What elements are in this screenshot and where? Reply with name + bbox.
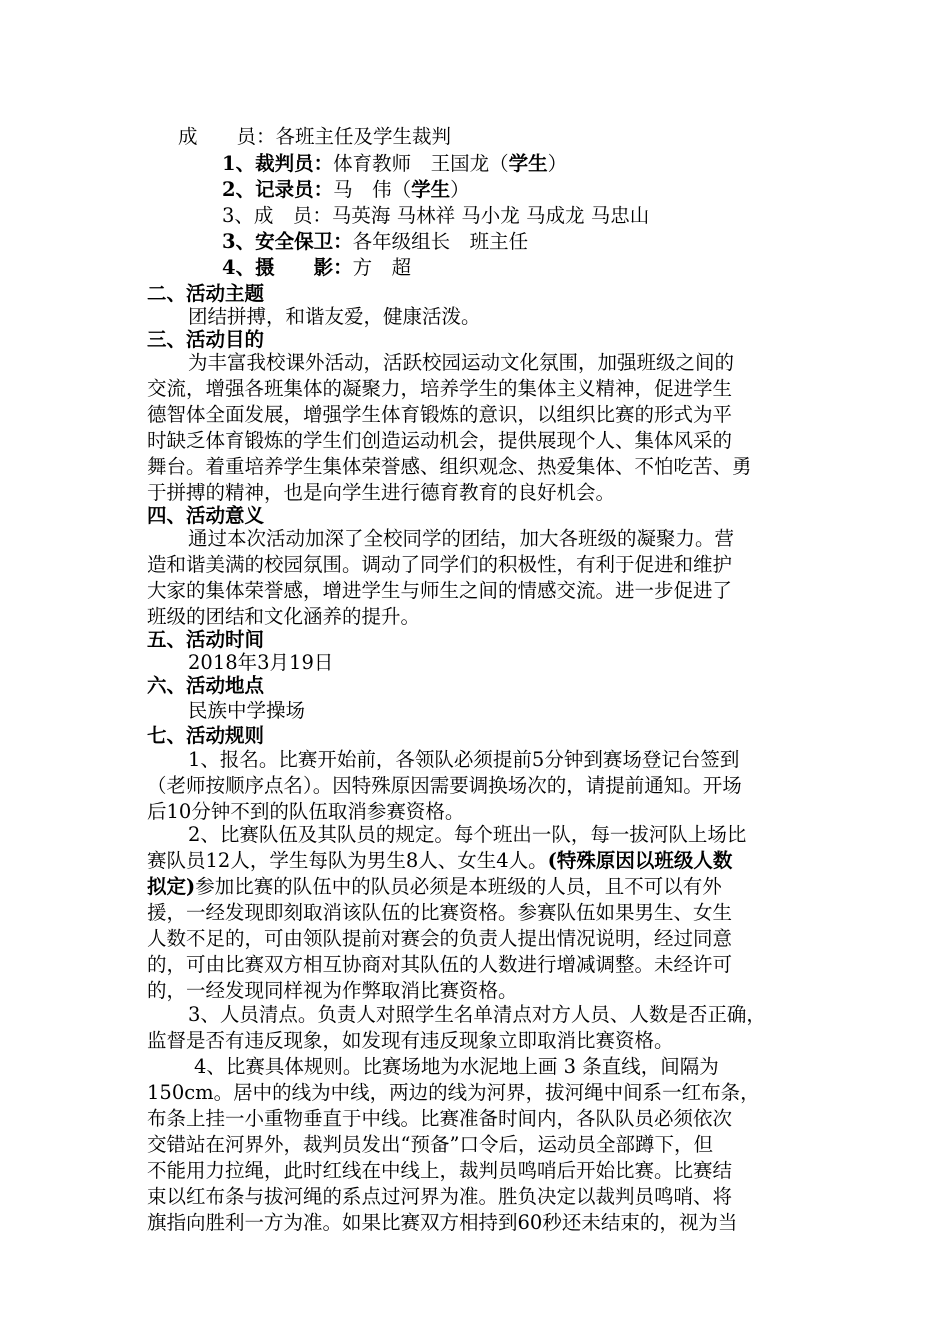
section-place-text: 民族中学操场: [188, 699, 306, 722]
staff-recorder-line: [222, 177, 470, 203]
staff-photo-value: 方 超: [352, 256, 412, 279]
section-purpose-line: 为丰富我校课外活动，活跃校园运动文化氛围，加强班级之间的: [188, 351, 735, 374]
section-purpose-line: 交流，增强各班集体的凝聚力，培养学生的集体主义精神，促进学生: [147, 377, 733, 400]
rules-line: 150cm。居中的线为中线，两边的线为河界，拔河绳中间系一红布条，: [147, 1081, 760, 1104]
rules-line: （老师按顺序点名）。因特殊原因需要调换场次的，请提前通知。开场: [147, 774, 742, 797]
rules-bold-note-end: 拟定): [147, 875, 196, 898]
section-purpose-line: 德智体全面发展，增强学生体育锻炼的意识，以组织比赛的形式为平: [147, 403, 733, 426]
staff-recorder-label: 2、记录员：: [222, 178, 334, 201]
staff-safety-value: 各年级组长 班主任: [352, 230, 529, 253]
section-theme-heading: 二、活动主题: [147, 282, 265, 305]
rules-line: 监督是否有违反现象，如发现有违反现象立即取消比赛资格。: [147, 1029, 674, 1052]
rules-line: 1、报名。比赛开始前，各领队必须提前5分钟到赛场登记台签到: [188, 748, 740, 771]
staff-referee-student: 学生: [508, 152, 548, 175]
section-place-heading: 六、活动地点: [147, 674, 265, 697]
section-purpose-line: 时缺乏体育锻炼的学生们创造运动机会，提供展现个人、集体风采的: [147, 429, 733, 452]
section-meaning-line: 班级的团结和文化涵养的提升。: [147, 605, 421, 628]
staff-photo-label: 4、摄 影：: [222, 256, 353, 279]
section-rules-heading: 七、活动规则: [147, 724, 265, 747]
staff-photo-line: [222, 255, 411, 281]
staff-referee-line: [222, 151, 567, 177]
section-meaning-line: 通过本次活动加深了全校同学的团结，加大各班级的凝聚力。营: [188, 527, 735, 550]
rules-line: 人数不足的，可由领队提前对赛会的负责人提出情况说明，经过同意: [147, 927, 733, 950]
rules-line: 援，一经发现即刻取消该队伍的比赛资格。参赛队伍如果男生、女生: [147, 901, 733, 924]
staff-members-list: 3、成 员：马英海 马林祥 马小龙 马成龙 马忠山: [222, 204, 650, 227]
rules-line: 交错站在河界外，裁判员发出“预备”口令后，运动员全部蹲下，但: [147, 1133, 713, 1156]
staff-referee-value: 体育教师 王国龙（: [333, 152, 509, 175]
section-meaning-line: 大家的集体荣誉感，增进学生与师生之间的情感交流。进一步促进了: [147, 579, 733, 602]
rules-line: [147, 874, 722, 900]
section-purpose-line: 舞台。着重培养学生集体荣誉感、组织观念、热爱集体、不怕吃苦、勇: [147, 455, 752, 478]
staff-safety-label: 3、安全保卫：: [222, 230, 353, 253]
staff-referee-end: ）: [547, 152, 568, 175]
rules-line: 3、人员清点。负责人对照学生名单清点对方人员、人数是否正确，: [188, 1003, 766, 1026]
rules-line: 后10分钟不到的队伍取消参赛资格。: [147, 800, 465, 823]
rules-line: 不能用力拉绳，此时红线在中线上，裁判员鸣哨后开始比赛。比赛结: [147, 1159, 733, 1182]
rules-line: 2、比赛队伍及其队员的规定。每个班出一队，每一拔河队上场比: [188, 823, 747, 846]
staff-referee-label: 1、裁判员：: [222, 152, 334, 175]
rules-line: 4、比赛具体规则。比赛场地为水泥地上画 3 条直线，间隔为: [194, 1055, 719, 1078]
section-meaning-heading: 四、活动意义: [147, 504, 265, 527]
rules-line: 的，一经发现同样视为作弊取消比赛资格。: [147, 979, 518, 1002]
section-purpose-heading: 三、活动目的: [147, 328, 265, 351]
rules-line: [147, 848, 732, 874]
staff-recorder-value: 马 伟（: [333, 178, 412, 201]
rules-line: 束以红布条与拔河绳的系点过河界为准。胜负决定以裁判员鸣哨、将: [147, 1185, 733, 1208]
staff-safety-line: [222, 229, 528, 255]
section-time-text: 2018年3月19日: [188, 651, 334, 674]
rules-bold-note: (特殊原因以班级人数: [547, 849, 733, 872]
rules-line-text: 赛队员12人，学生每队为男生8人、女生4人。: [147, 849, 548, 872]
rules-line-text: 参加比赛的队伍中的队员必须是本班级的人员，且不可以有外: [195, 875, 722, 898]
staff-recorder-student: 学生: [411, 178, 451, 201]
staff-recorder-end: ）: [450, 178, 470, 201]
rules-line: 布条上挂一小重物垂直于中线。比赛准备时间内，各队队员必须依次: [147, 1107, 733, 1130]
staff-members-line: [178, 124, 451, 150]
section-meaning-line: 造和谐美满的校园氛围。调动了同学们的积极性，有利于促进和维护: [147, 553, 733, 576]
staff-members-value: 各班主任及学生裁判: [275, 125, 452, 148]
staff-members-label: 成 员：: [178, 125, 276, 148]
rules-line: 旗指向胜利一方为准。如果比赛双方相持到60秒还未结束的，视为当: [147, 1211, 738, 1234]
section-theme-text: 团结拼搏，和谐友爱，健康活泼。: [188, 305, 481, 328]
rules-line: 的，可由比赛双方相互协商对其队伍的人数进行增减调整。未经许可: [147, 953, 733, 976]
section-purpose-line: 于拼搏的精神，也是向学生进行德育教育的良好机会。: [147, 481, 616, 504]
section-time-heading: 五、活动时间: [147, 628, 265, 651]
